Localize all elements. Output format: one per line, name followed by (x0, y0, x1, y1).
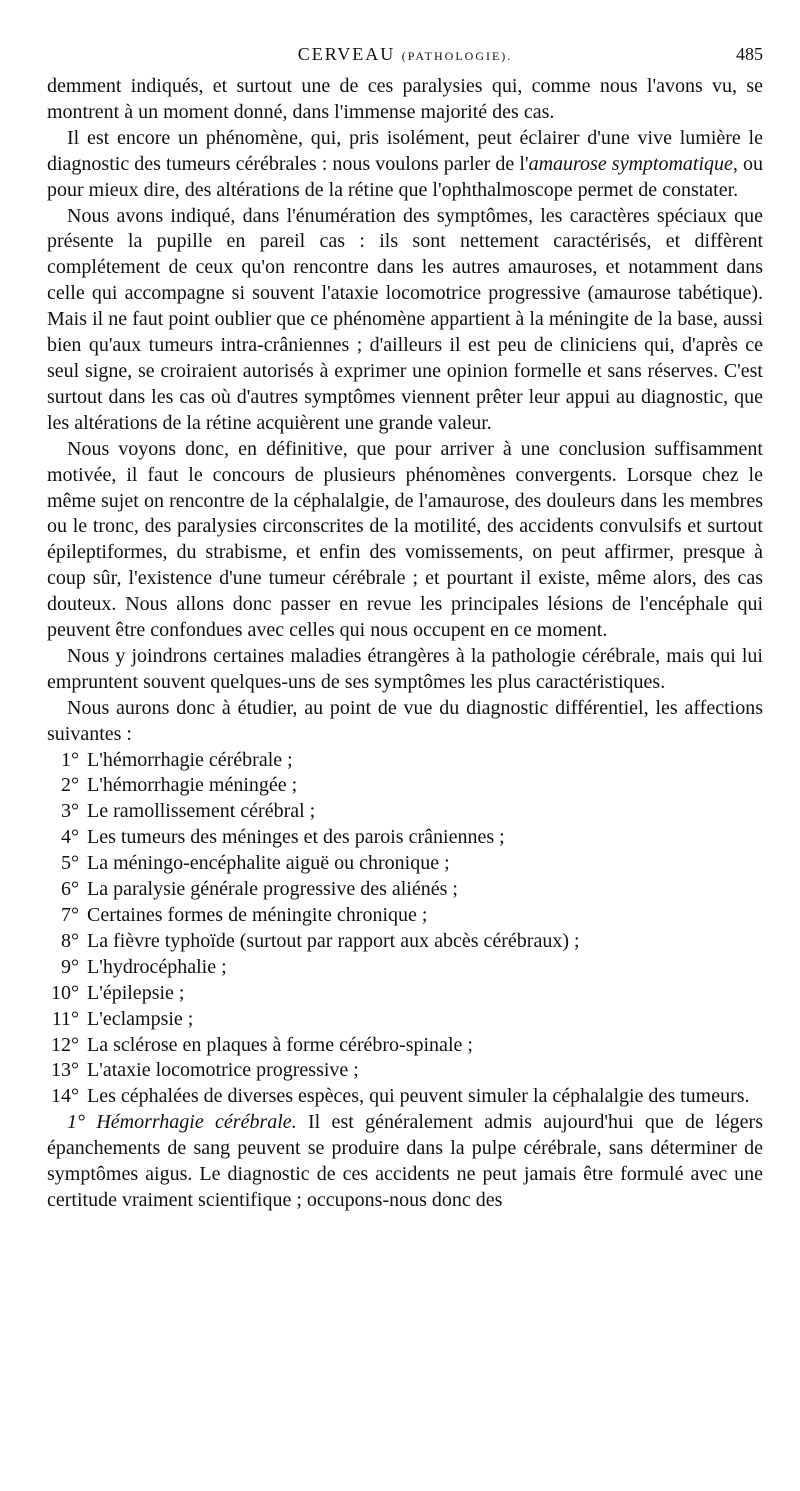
paragraph-2-emphasis: amaurose symptomatique (528, 152, 733, 175)
paragraph-2 (47, 126, 763, 204)
list-item (47, 981, 763, 1007)
list-item (47, 955, 763, 981)
running-title-sub: (PATHOLOGIE). (401, 49, 513, 63)
list-text: Le ramollissement cérébral ; (87, 800, 316, 823)
list-number: 14° (51, 1085, 79, 1108)
list-text: La paralysie générale progressive des aliénés ; (87, 878, 458, 901)
list-text: L'hydrocéphalie ; (87, 955, 227, 978)
list-text: La fièvre typhoïde (surtout par rapport aux abcès cérébraux) ; (87, 929, 580, 952)
list-number: 9° (61, 955, 79, 978)
list-number: 13° (51, 1059, 79, 1082)
running-title (47, 44, 763, 65)
paragraph-2-start: Il est encore un phénomène, qui, pris isolément, peut éclairer d'une vive lumière le diagnostic des tumeurs cérébrales : nous voulons parler de l' (47, 126, 763, 175)
section-title: 1° Hémorrhagie cérébrale. (67, 1111, 297, 1134)
paragraph-6: Nous aurons donc à étudier, au point de vue du diagnostic différentiel, les affections suivantes : (47, 696, 763, 745)
paragraph-1: demment indiqués, et surtout une de ces paralysies qui, comme nous l'avons vu, se montrent à un moment donné, dans l'immense majorité des cas. (47, 75, 763, 123)
list-item (47, 851, 763, 877)
list-number: 8° (61, 929, 79, 952)
paragraph-hemorrhage (47, 1110, 763, 1214)
page-header (47, 40, 763, 70)
paragraph-5: Nous y joindrons certaines maladies étrangères à la pathologie cérébrale, mais qui lui empruntent souvent quelques-uns de ses symptômes les plus caractéristiques. (47, 644, 763, 693)
list-text: L'ataxie locomotrice progressive ; (87, 1059, 359, 1082)
paragraph-2-end: , ou pour mieux dire, des altérations de la rétine que l'ophthalmoscope permet de constater. (47, 152, 764, 201)
list-text: Certaines formes de méningite chronique ; (87, 904, 428, 926)
list-number: 3° (61, 800, 79, 823)
list-text: La sclérose en plaques à forme cérébro-spinale ; (87, 1033, 473, 1056)
list-text: Les tumeurs des méninges et des parois crâniennes ; (87, 826, 505, 849)
paragraph-3: Nous avons indiqué, dans l'énumération des symptômes, les caractères spéciaux que présente la pupille en pareil cas : ils sont nettement caractérisés, et diffèrent complétement de ceux qu'on rencontre dans les autres amauroses, et notamment dans celle qui accompagne si souvent l'ataxie locomotrice progressive (amaurose tabétique). Mais il ne faut point oublier que ce phénomène appartient à la méningite de la base, aussi bien qu'aux tumeurs intra-crâniennes ; d'ailleurs il est peu de cliniciens qui, d'après ce seul signe, se croiraient autorisés à exprimer une opinion formelle et sans réserves. C'est surtout dans les cas où d'autres symptômes viennent prêter leur appui au diagnostic, que les altérations de la rétine acquièrent une grande valeur. (47, 204, 763, 434)
book-page (47, 40, 763, 1214)
list-item (47, 825, 763, 851)
list-item (47, 799, 763, 825)
list-number: 10° (51, 981, 79, 1004)
list-item (47, 903, 763, 929)
differential-diagnosis-list (47, 748, 763, 1111)
list-number: 4° (61, 826, 79, 849)
list-number: 1° (61, 748, 79, 771)
paragraph-4: Nous voyons donc, en définitive, que pour arriver à une conclusion suffisamment motivée, il faut le concours de plusieurs phénomènes convergents. Lorsque chez le même sujet on rencontre de la céphalalgie, de l'amaurose, des douleurs dans les membres ou le tronc, des paralysies circonscrites de la motilité, des accidents convulsifs et surtout épileptiformes, du strabisme, et enfin des vomissements, on peut affirmer, presque à coup sûr, l'existence d'une tumeur cérébrale ; et pourtant il existe, même alors, des cas douteux. Nous allons donc passer en revue les principales lésions de l'encéphale qui peuvent être confondues avec celles qui nous occupent en ce moment. (47, 437, 763, 642)
list-item (47, 773, 763, 799)
list-item (47, 929, 763, 955)
list-number: 2° (61, 774, 79, 797)
list-text: Les céphalées de diverses espèces, qui peuvent simuler la céphalalgie des tumeurs. (87, 1085, 750, 1108)
list-text: L'hémorrhagie méningée ; (87, 774, 298, 797)
list-item (47, 1058, 763, 1084)
list-number: 6° (61, 878, 79, 901)
page-number: 485 (736, 44, 763, 64)
list-number: 11° (51, 1007, 79, 1030)
list-text: L'épilepsie ; (87, 981, 185, 1004)
body-text (47, 74, 763, 1214)
list-item (47, 1033, 763, 1059)
running-title-main: CERVEAU (297, 44, 396, 64)
list-text: L'eclampsie ; (87, 1007, 194, 1030)
list-item (47, 748, 763, 774)
list-text: La méningo-encéphalite aiguë ou chronique ; (87, 852, 450, 875)
list-item (47, 1084, 763, 1110)
list-number: 5° (61, 852, 79, 875)
list-number: 7° (61, 904, 79, 926)
list-item (47, 877, 763, 903)
list-text: L'hémorrhagie cérébrale ; (87, 748, 293, 771)
section-body: Il est généralement admis aujourd'hui que de légers épanchements de sang peuvent se produire dans la pulpe cérébrale, sans déterminer de symptômes aigus. Le diagnostic de ces accidents ne peut jamais être formulé avec une certitude vraiment scientifique ; occupons-nous donc des (47, 1111, 763, 1211)
list-number: 12° (51, 1033, 79, 1056)
list-item (47, 1007, 763, 1033)
